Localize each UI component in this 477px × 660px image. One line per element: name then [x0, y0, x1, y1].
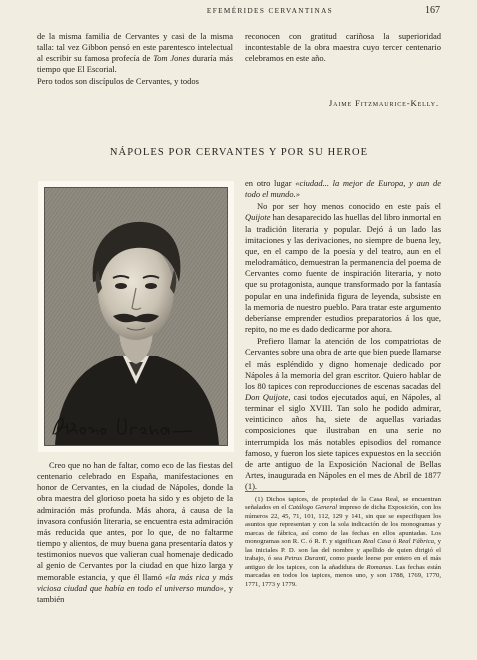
text-run: (1) Dichos tapices, de propiedad de la Casa Real, se encuentran señalados en el	[245, 496, 441, 512]
paragraph	[37, 31, 233, 76]
text-run: duraría más tiempo que El Escorial.	[37, 53, 233, 75]
paragraph	[37, 460, 233, 605]
italic-text: Real Fábrica	[398, 538, 434, 546]
italic-text: Tom Jones	[153, 53, 190, 64]
paragraph: reconocen con gratitud cariñosa la superioridad incontestable de la obra maestra cuyo tercer centenario celebramos en este año.	[245, 31, 441, 64]
text-run: , y las iniciales P. D. son las del nombre y apellido de quien dirigió el trabajo, ó sea	[245, 538, 441, 563]
italic-text: Romanus	[366, 563, 392, 571]
previous-article-column-right	[245, 31, 441, 64]
text-run: , casi todos ejecutados aquí, en Nápoles, al terminar el siglo XVIII. Tan solo he podido admirar, veinticinco años ha, siete de aquellas variadas composiciones que ilustraban en una serie no interrumpida los más notables episodios del romance famoso, y fueron los siete tapices expuestos en la sección de arte antiguo de la Exposición Nacional de Bellas Artes, inaugurada en Nápoles en el mes de Abril de 1877 (1).	[245, 391, 442, 492]
footnote-rule	[245, 491, 305, 492]
previous-article-column-left	[37, 31, 233, 87]
page-number: 167	[425, 5, 440, 16]
text-run: Creo que no han de faltar, como eco de las fiestas del centenario celebrado en España, manifestaciones en honor de Cervantes, en la ciudad de Nápoles, donde la obra maestra del glorioso poeta ha sido y es objeto de la admiración más profunda. Más ahora, á causa de la invasora confusión literaria, se encuentra esta admiración más reducida que antes, por lo que, de no faltarme tiempo y alientos, de muy buena gana presentaría datos y testimonios nuevos que valieran cual homenaje dedicado al genio de Cervantes por la ciudad en que hizo larga y memorable estancia, y que él llamó	[37, 460, 233, 582]
paragraph	[245, 178, 441, 200]
italic-text: Catálogo General	[288, 504, 338, 512]
author-signature: Jaime Fitzmaurice-Kelly.	[328, 98, 439, 108]
text-run: en otro lugar	[245, 178, 296, 188]
text-run: han desaparecido las huellas del libro inmortal en la tradición literaria y popular. Dejó á un lado las imitaciones y las derivaciones, no siempre de buena ley, que, en el campo de la poesía y del teatro, aun en el melodramático, demuestran la permanencia del poema de Cervantes como fuente de inspiración literaria, y noto que su protagonista, aunque transformado por la fantasía popular en una indefinida figura de leyenda, subsiste en la memoria de nuestro pueblo. Para tratar este argumento deberíanse emprender estudios preparatorios á los que, repito, no me es dado dedicarme por ahora.	[245, 212, 441, 335]
italic-text: Real Casa	[362, 538, 391, 546]
italic-text: Quijote	[245, 212, 271, 223]
text-run: impreso de dicha Exposición, con los números 22, 45, 71, 101, 112, 129 y 141, sin que se especifiquen los asuntos que representan y con la sola indicación de los monogramas y marcas de fábrica, así como de las fechas en ellos apuntadas. Los monogramas son R. C. ó R. F. y significan	[245, 504, 442, 546]
article-column-left	[37, 460, 233, 605]
text-run: . Las fechas están marcadas en todos los tapices, menos uno, y son 1788, 1769, 1770, 1771, 1773 y 1779.	[245, 563, 441, 588]
italic-text: Don Quijote	[245, 391, 289, 402]
footnote	[245, 496, 441, 589]
text-run: , como puede leerse por entero en el más antiguo de los tapices, con la añadidura de	[245, 555, 442, 571]
text-run: , y también	[37, 582, 233, 604]
running-head: EFEMÉRIDES CERVANTINAS	[206, 7, 334, 15]
footnote-text	[245, 496, 441, 589]
article-column-right	[245, 178, 441, 493]
text-run: Prefiero llamar la atención de los compatriotas de Cervantes sobre una obra de arte que bien puede llamarse el más espléndido y digno homenaje dedicado por Nápoles á la memoria del gran escritor. Quiero hablar de los 80 tapices con reproducciones de escenas sacadas del	[245, 336, 441, 391]
paragraph	[245, 336, 441, 492]
paragraph: Pero todos son discípulos de Cervantes, y todos	[37, 75, 199, 86]
article-title: NÁPOLES POR CERVANTES Y POR SU HEROE	[109, 147, 369, 158]
author-portrait	[38, 181, 234, 452]
text-run: de la misma familia de Cervantes y casi de la misma talla: tal vez Gibbon pensó en este parentesco intelectual al escribir su famosa profecía de	[37, 31, 233, 64]
paragraph	[245, 201, 441, 335]
italic-text: «la más rica y más viciosa ciudad que había en todo el universo mundo»	[37, 571, 233, 593]
portrait-engraving	[44, 187, 228, 446]
italic-text: «ciudad... la mejor de Europa, y aun de todo el mundo.»	[245, 178, 441, 200]
portrait-image	[45, 188, 227, 445]
italic-text: Petrus Duranti	[284, 555, 326, 563]
text-run: No por ser hoy menos conocido en este país el	[257, 201, 441, 212]
text-run: ó	[390, 538, 399, 546]
